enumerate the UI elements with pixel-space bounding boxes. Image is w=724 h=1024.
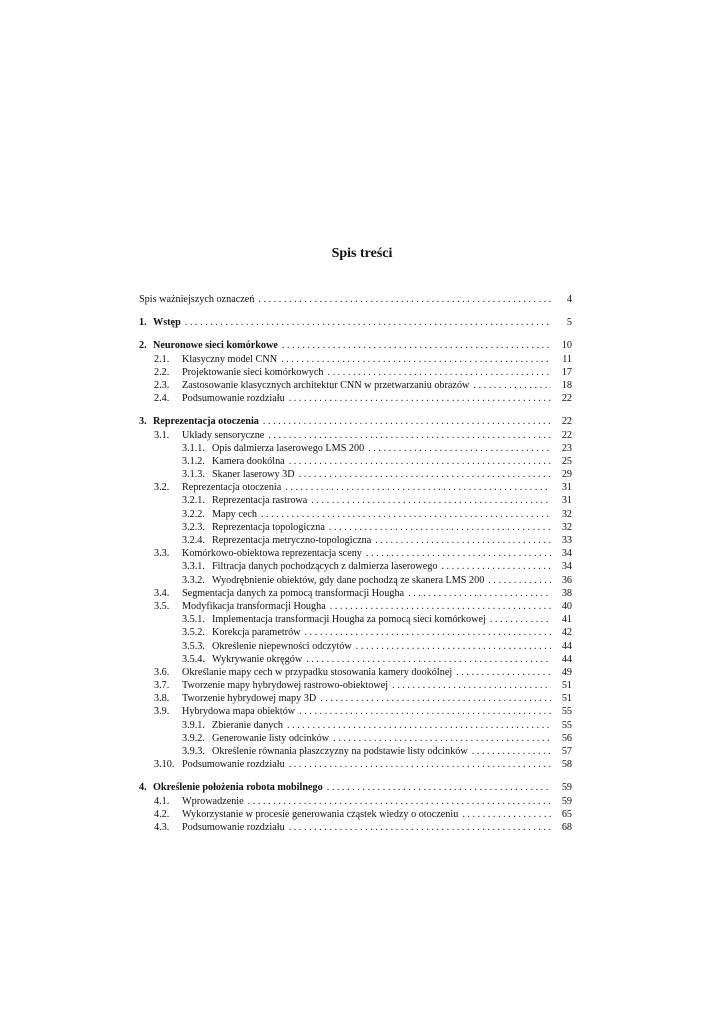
dot-leader xyxy=(185,316,551,329)
toc-entry-title: Filtracja danych pochodzących z dalmierza laserowego xyxy=(212,561,438,573)
toc-entry-number: 3.2.4. xyxy=(182,535,205,546)
toc-entry[interactable] xyxy=(139,442,572,455)
dot-leader xyxy=(305,626,551,639)
toc-entry-title: Tworzenie mapy hybrydowej rastrowo-obiektowej xyxy=(182,680,389,692)
dot-leader xyxy=(289,392,551,405)
toc-entry-number: 4.3. xyxy=(154,821,170,833)
toc-entry-title: Określenie położenia robota mobilnego xyxy=(153,782,323,794)
dot-leader xyxy=(306,653,551,666)
dot-leader xyxy=(289,455,551,468)
toc-entry-number: 3.2.1. xyxy=(182,495,205,507)
toc-entry-page: 42 xyxy=(561,627,572,639)
toc-entry-page: 44 xyxy=(561,640,572,652)
dot-leader xyxy=(299,468,551,481)
toc-entry-number: 3. xyxy=(139,416,147,428)
dot-leader xyxy=(462,808,551,821)
dot-leader xyxy=(392,679,551,692)
dot-leader xyxy=(368,442,551,455)
toc-entry-title: Wyodrębnienie obiektów, gdy dane pochodzą ze skanera LMS 200 xyxy=(212,574,485,586)
table-of-contents xyxy=(139,293,572,834)
toc-entry-page: 34 xyxy=(561,561,572,573)
toc-entry-page: 65 xyxy=(561,808,572,820)
dot-leader xyxy=(248,795,551,808)
toc-entry[interactable] xyxy=(139,547,572,560)
toc-entry-number: 3.9.3. xyxy=(182,746,205,757)
toc-entry[interactable] xyxy=(139,719,572,732)
section-gap xyxy=(139,329,572,339)
toc-entry-page: 34 xyxy=(561,548,572,560)
toc-entry-page: 25 xyxy=(561,455,572,467)
toc-entry-title: Kamera dookólna xyxy=(212,455,285,467)
toc-entry-title: Tworzenie hybrydowej mapy 3D xyxy=(182,693,317,705)
toc-entry-number: 3.2.3. xyxy=(182,521,205,533)
dot-leader xyxy=(366,547,551,560)
toc-entry-number: 3.1.2. xyxy=(182,455,205,467)
toc-entry-title: Projektowanie sieci komórkowych xyxy=(182,366,324,378)
toc-entry-number: 3.10. xyxy=(154,759,175,771)
toc-entry-number: 3.6. xyxy=(154,666,170,678)
toc-entry-title: Generowanie listy odcinków xyxy=(212,732,330,744)
dot-leader xyxy=(289,821,551,834)
toc-entry-page: 22 xyxy=(561,393,572,405)
toc-entry-title: Segmentacja danych za pomocą transformacji Hougha xyxy=(182,587,405,599)
toc-entry-number: 4. xyxy=(139,782,147,794)
dot-leader xyxy=(327,781,551,794)
toc-entry-title: Reprezentacja rastrowa xyxy=(212,495,308,507)
toc-entry-number: 3.1.3. xyxy=(182,469,205,481)
toc-entry-number: 3.1.1. xyxy=(182,442,205,454)
toc-entry[interactable] xyxy=(139,494,572,507)
toc-entry-page: 31 xyxy=(561,482,572,494)
dot-leader xyxy=(268,429,551,442)
toc-entry-page: 41 xyxy=(561,614,572,626)
toc-entry-number: 2.1. xyxy=(154,353,170,365)
dot-leader xyxy=(261,508,551,521)
toc-entry-page: 17 xyxy=(561,366,572,378)
toc-entry-title: Wprowadzenie xyxy=(182,795,244,807)
dot-leader xyxy=(473,379,551,392)
toc-entry[interactable] xyxy=(139,600,572,613)
toc-entry[interactable] xyxy=(139,653,572,666)
toc-entry-number: 3.9.1. xyxy=(182,719,205,731)
toc-entry[interactable] xyxy=(139,692,572,705)
toc-entry-title: Reprezentacja metryczno-topologiczna xyxy=(212,535,372,546)
toc-entry[interactable] xyxy=(139,732,572,745)
toc-entry-page: 58 xyxy=(561,759,572,771)
dot-leader xyxy=(490,613,551,626)
toc-entry-title: Wstęp xyxy=(153,317,181,329)
toc-entry-title: Klasyczny model CNN xyxy=(182,353,278,365)
toc-entry-page: 59 xyxy=(561,782,572,794)
toc-entry-page: 56 xyxy=(561,732,572,744)
dot-leader xyxy=(329,521,551,534)
toc-entry-title: Reprezentacja topologiczna xyxy=(212,521,325,533)
toc-entry-page: 31 xyxy=(561,495,572,507)
toc-entry[interactable] xyxy=(139,666,572,679)
dot-leader xyxy=(327,366,551,379)
toc-entry[interactable] xyxy=(139,640,572,653)
toc-entry[interactable] xyxy=(139,758,572,771)
section-gap xyxy=(139,405,572,415)
toc-entry-page: 55 xyxy=(561,706,572,718)
toc-entry[interactable] xyxy=(139,379,572,392)
toc-entry[interactable] xyxy=(139,574,572,587)
toc-entry-title: Reprezentacja otoczenia xyxy=(153,416,259,428)
toc-entry-title: Podsumowanie rozdziału xyxy=(182,393,285,405)
toc-entry-number: 3.4. xyxy=(154,587,170,599)
toc-entry-title: Spis ważniejszych oznaczeń xyxy=(139,294,255,305)
dot-leader xyxy=(472,745,551,758)
toc-entry-title: Modyfikacja transformacji Hougha xyxy=(182,600,326,612)
toc-entry-number: 3.5. xyxy=(154,600,170,612)
toc-entry-number: 2.2. xyxy=(154,366,170,378)
dot-leader xyxy=(299,705,551,718)
dot-leader xyxy=(333,732,551,745)
section-gap xyxy=(139,771,572,781)
toc-entry-page: 51 xyxy=(561,680,572,692)
toc-entry-number: 2. xyxy=(139,340,147,352)
toc-entry[interactable] xyxy=(139,795,572,808)
toc-entry-page: 68 xyxy=(561,821,572,833)
dot-leader xyxy=(287,719,551,732)
toc-entry[interactable] xyxy=(139,481,572,494)
toc-entry[interactable] xyxy=(139,468,572,481)
toc-entry-page: 38 xyxy=(561,587,572,599)
toc-entry-number: 4.1. xyxy=(154,795,170,807)
toc-entry-page: 57 xyxy=(561,746,572,757)
dot-leader xyxy=(263,415,551,428)
toc-entry-title: Układy sensoryczne xyxy=(182,429,265,441)
toc-entry-title: Neuronowe sieci komórkowe xyxy=(153,340,278,352)
toc-entry-page: 5 xyxy=(566,317,572,329)
toc-entry-page: 32 xyxy=(561,521,572,533)
toc-entry-number: 3.3.2. xyxy=(182,574,205,586)
dot-leader xyxy=(408,587,551,600)
toc-entry-number: 3.3.1. xyxy=(182,561,205,573)
toc-entry-page: 23 xyxy=(561,442,572,454)
toc-entry-number: 3.5.1. xyxy=(182,614,205,626)
toc-entry-title: Wykorzystanie w procesie generowania cząstek wiedzy o otoczeniu xyxy=(182,808,459,820)
toc-entry-page: 10 xyxy=(561,340,572,352)
toc-entry-title: Zbieranie danych xyxy=(212,719,283,731)
toc-entry-number: 3.9.2. xyxy=(182,732,205,744)
toc-entry-page: 55 xyxy=(561,719,572,731)
toc-entry-number: 3.5.2. xyxy=(182,627,205,639)
toc-entry-page: 36 xyxy=(561,574,572,586)
toc-entry[interactable] xyxy=(139,613,572,626)
toc-entry-number: 3.8. xyxy=(154,693,170,705)
dot-leader xyxy=(258,293,551,306)
toc-entry[interactable] xyxy=(139,316,572,329)
toc-entry-number: 3.3. xyxy=(154,548,170,560)
toc-entry[interactable] xyxy=(139,455,572,468)
toc-entry-title: Określenie niepewności odczytów xyxy=(212,640,352,652)
toc-entry[interactable] xyxy=(139,821,572,834)
toc-entry-page: 4 xyxy=(566,294,572,305)
toc-entry[interactable] xyxy=(139,745,572,758)
toc-entry[interactable] xyxy=(139,293,572,306)
toc-entry[interactable] xyxy=(139,587,572,600)
toc-entry-page: 11 xyxy=(562,353,572,365)
toc-entry-number: 4.2. xyxy=(154,808,170,820)
toc-entry[interactable] xyxy=(139,508,572,521)
toc-entry-page: 59 xyxy=(561,795,572,807)
toc-entry[interactable] xyxy=(139,679,572,692)
toc-entry-page: 49 xyxy=(561,666,572,678)
toc-entry-number: 3.5.4. xyxy=(182,653,205,665)
toc-entry[interactable] xyxy=(139,534,572,547)
dot-leader xyxy=(320,692,551,705)
toc-entry-number: 3.2. xyxy=(154,482,170,494)
dot-leader xyxy=(441,560,551,573)
toc-entry[interactable] xyxy=(139,415,572,428)
dot-leader xyxy=(488,574,551,587)
toc-entry-title: Opis dalmierza laserowego LMS 200 xyxy=(212,442,365,454)
dot-leader xyxy=(311,494,551,507)
toc-entry-title: Określanie mapy cech w przypadku stosowania kamery dookólnej xyxy=(182,666,453,678)
page-title: Spis treści xyxy=(331,246,393,261)
toc-entry[interactable] xyxy=(139,366,572,379)
toc-entry-title: Komórkowo-obiektowa reprezentacja sceny xyxy=(182,548,362,560)
dot-leader xyxy=(285,481,551,494)
toc-entry-title: Wykrywanie okręgów xyxy=(212,653,303,665)
toc-entry-page: 33 xyxy=(561,535,572,546)
toc-entry-title: Podsumowanie rozdziału xyxy=(182,821,285,833)
toc-entry-title: Określenie równania płaszczyzny na podstawie listy odcinków xyxy=(212,746,468,757)
toc-entry[interactable] xyxy=(139,521,572,534)
toc-entry-number: 3.9. xyxy=(154,706,170,718)
toc-entry-title: Mapy cech xyxy=(212,508,257,520)
toc-entry-title: Podsumowanie rozdziału xyxy=(182,759,285,771)
toc-entry-number: 1. xyxy=(139,317,147,329)
toc-entry-page: 44 xyxy=(561,653,572,665)
toc-entry-number: 3.1. xyxy=(154,429,170,441)
toc-entry-page: 32 xyxy=(561,508,572,520)
dot-leader xyxy=(375,534,551,547)
dot-leader xyxy=(356,640,551,653)
toc-entry-number: 3.2.2. xyxy=(182,508,205,520)
toc-entry[interactable] xyxy=(139,392,572,405)
toc-entry-title: Implementacja transformacji Hougha za pomocą sieci komórkowej xyxy=(212,614,486,626)
toc-entry-page: 22 xyxy=(561,416,572,428)
toc-entry[interactable] xyxy=(139,781,572,794)
toc-entry-title: Reprezentacja otoczenia xyxy=(182,482,282,494)
toc-entry-title: Zastosowanie klasycznych architektur CNN w przetwarzaniu obrazów xyxy=(182,379,470,391)
toc-entry-number: 3.5.3. xyxy=(182,640,205,652)
toc-entry-title: Hybrydowa mapa obiektów xyxy=(182,706,296,718)
dot-leader xyxy=(330,600,551,613)
section-gap xyxy=(139,306,572,316)
toc-entry[interactable] xyxy=(139,626,572,639)
toc-entry-title: Skaner laserowy 3D xyxy=(212,469,295,481)
toc-entry-page: 22 xyxy=(561,429,572,441)
dot-leader xyxy=(456,666,551,679)
toc-entry-page: 29 xyxy=(561,469,572,481)
toc-entry-number: 3.7. xyxy=(154,680,170,692)
toc-entry[interactable] xyxy=(139,560,572,573)
dot-leader xyxy=(281,353,551,366)
dot-leader xyxy=(282,339,551,352)
toc-entry-title: Korekcja parametrów xyxy=(212,627,301,639)
toc-entry[interactable] xyxy=(139,705,572,718)
toc-entry[interactable] xyxy=(139,429,572,442)
toc-entry-page: 18 xyxy=(561,379,572,391)
dot-leader xyxy=(289,758,551,771)
toc-entry-number: 2.4. xyxy=(154,393,170,405)
toc-entry[interactable] xyxy=(139,808,572,821)
toc-entry[interactable] xyxy=(139,353,572,366)
toc-entry-number: 2.3. xyxy=(154,379,170,391)
toc-entry-page: 51 xyxy=(561,693,572,705)
toc-entry[interactable] xyxy=(139,339,572,352)
toc-entry-page: 40 xyxy=(561,600,572,612)
